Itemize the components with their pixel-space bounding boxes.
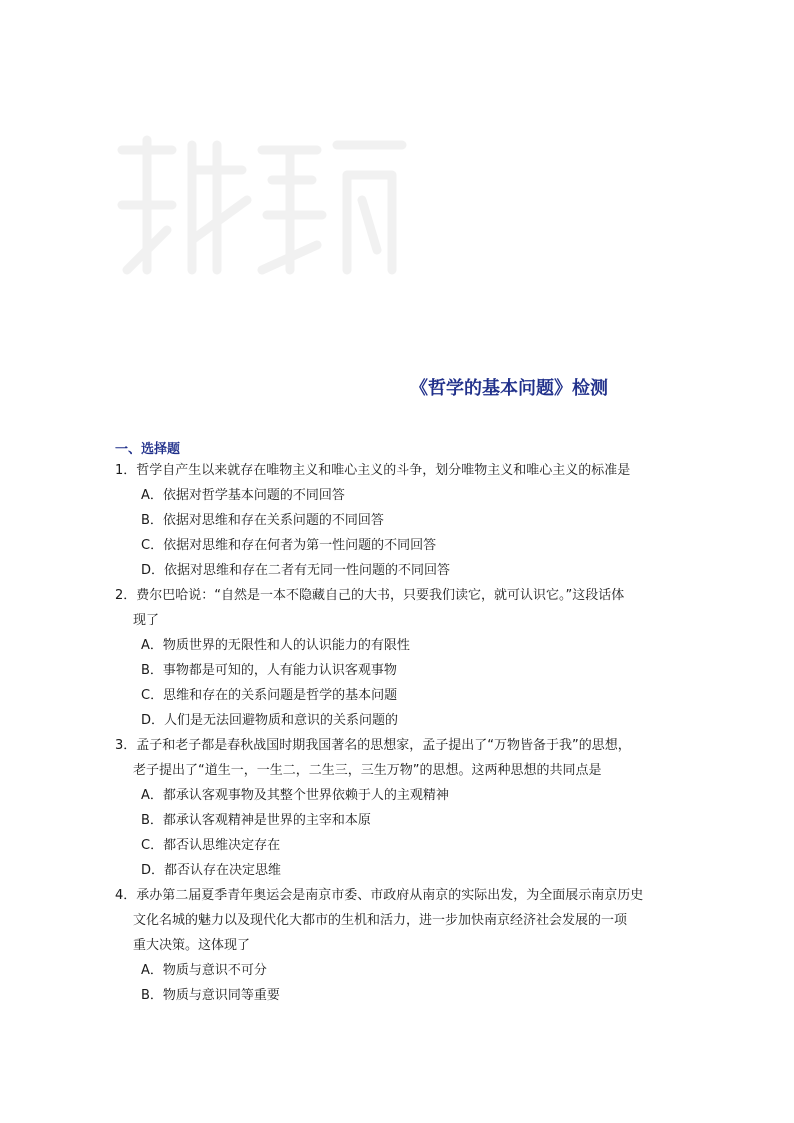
question-2-line-2: 现了 <box>133 613 160 628</box>
question-3-option-c: C．都否认思维决定存在 <box>141 838 281 853</box>
question-2-option-a: A．物质世界的无限性和人的认识能力的有限性 <box>141 638 410 653</box>
question-4-option-b: B．物质与意识同等重要 <box>141 988 280 1003</box>
question-3-option-b: B．都承认客观精神是世界的主宰和本原 <box>141 813 371 828</box>
question-4-line-2: 文化名城的魅力以及现代化大都市的生机和活力，进一步加快南京经济社会发展的一项 <box>133 913 628 928</box>
document-title: 《哲学的基本问题》检测 <box>410 378 608 399</box>
question-2-option-d: D．人们是无法回避物质和意识的关系问题的 <box>141 713 399 728</box>
question-1-option-b: B．依据对思维和存在关系问题的不同回答 <box>141 513 384 528</box>
question-3-line-1: 3．孟子和老子都是春秋战国时期我国著名的思想家，孟子提出了“万物皆备于我”的思想， <box>115 738 631 753</box>
section-heading: 一、选择题 <box>115 442 181 457</box>
question-4-line-3: 重大决策。这体现了 <box>133 938 251 953</box>
question-2-option-c: C．思维和存在的关系问题是哲学的基本问题 <box>141 688 398 703</box>
question-3-option-a: A．都承认客观事物及其整个世界依赖于人的主观精神 <box>141 788 449 803</box>
question-3-line-2: 老子提出了“道生一，一生二，二生三，三生万物”的思想。这两种思想的共同点是 <box>133 763 602 778</box>
question-4-line-1: 4．承办第二届夏季青年奥运会是南京市委、市政府从南京的实际出发，为全面展示南京历史 <box>115 888 644 903</box>
question-2-line-1: 2．费尔巴哈说：“自然是一本不隐藏自己的大书，只要我们读它，就可认识它。”这段话体 <box>115 588 625 603</box>
question-1-line-1: 1．哲学自产生以来就存在唯物主义和唯心主义的斗争，划分唯物主义和唯心主义的标准是 <box>115 463 631 478</box>
question-1-option-c: C．依据对思维和存在何者为第一性问题的不同回答 <box>141 538 437 553</box>
watermark-logo <box>112 130 412 280</box>
question-4-option-a: A．物质与意识不可分 <box>141 963 267 978</box>
question-2-option-b: B．事物都是可知的，人有能力认识客观事物 <box>141 663 397 678</box>
question-1-option-a: A．依据对哲学基本问题的不同回答 <box>141 488 345 503</box>
question-1-option-d: D．依据对思维和存在二者有无同一性问题的不同回答 <box>141 563 451 578</box>
question-3-option-d: D．都否认存在决定思维 <box>141 863 282 878</box>
